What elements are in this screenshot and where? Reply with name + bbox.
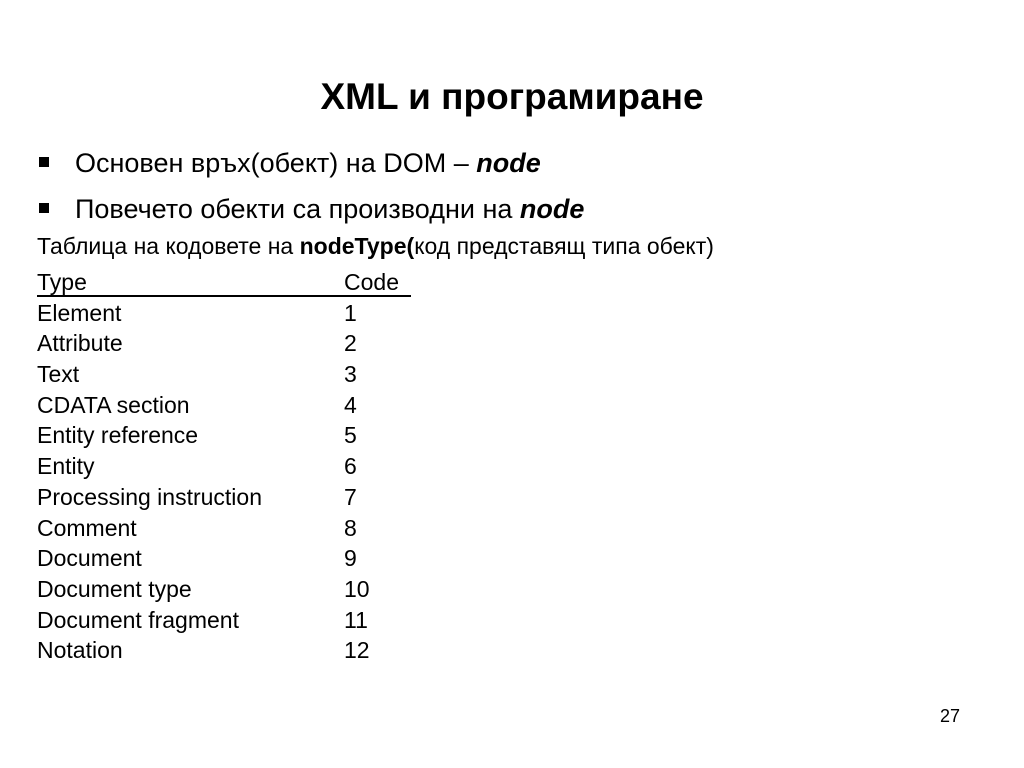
- table-intro: [37, 229, 714, 263]
- header-code: Code: [344, 269, 399, 295]
- header-type: Type: [37, 269, 87, 295]
- row-code: 7: [344, 483, 357, 510]
- row-code: 9: [344, 545, 357, 572]
- row-type: Document type: [37, 575, 192, 602]
- row-code: 11: [344, 606, 368, 633]
- bullet-emphasis: node: [519, 194, 585, 224]
- header-underline: [37, 295, 411, 297]
- bullet-label: Основен връх(обект) на DOM –: [75, 148, 477, 178]
- slide-title: XML и програмиране: [320, 76, 704, 117]
- row-code: 2: [344, 330, 357, 357]
- square-bullet-icon: [39, 203, 49, 213]
- row-code: 3: [344, 361, 357, 388]
- page-number: 27: [940, 706, 961, 726]
- table-intro-after: код представящ типа обект): [414, 233, 714, 259]
- row-code: 1: [344, 299, 357, 326]
- square-bullet-icon: [39, 157, 49, 167]
- bullet-text: [75, 186, 584, 232]
- row-type: CDATA section: [37, 391, 190, 418]
- row-type: Attribute: [37, 330, 123, 357]
- row-type: Notation: [37, 637, 123, 664]
- row-type: Text: [37, 361, 80, 388]
- row-code: 5: [344, 422, 357, 449]
- bullet-emphasis: node: [476, 148, 541, 178]
- bullet-text: [75, 140, 541, 186]
- row-type: Document fragment: [37, 606, 239, 633]
- table-intro-before: Таблица на кодовете на: [37, 233, 300, 259]
- row-type: Entity: [37, 453, 95, 480]
- row-code: 8: [344, 514, 357, 541]
- row-type: Element: [37, 299, 122, 326]
- row-type: Processing instruction: [37, 483, 262, 510]
- row-type: Comment: [37, 514, 137, 541]
- bullet-label: Повечето обекти са производни на: [75, 194, 520, 224]
- row-code: 10: [344, 575, 370, 602]
- row-code: 4: [344, 391, 357, 418]
- row-type: Document: [37, 545, 142, 572]
- table-intro-strong: nodeType(: [299, 233, 415, 259]
- row-type: Entity reference: [37, 422, 199, 449]
- row-code: 6: [344, 453, 357, 480]
- row-code: 12: [344, 637, 370, 664]
